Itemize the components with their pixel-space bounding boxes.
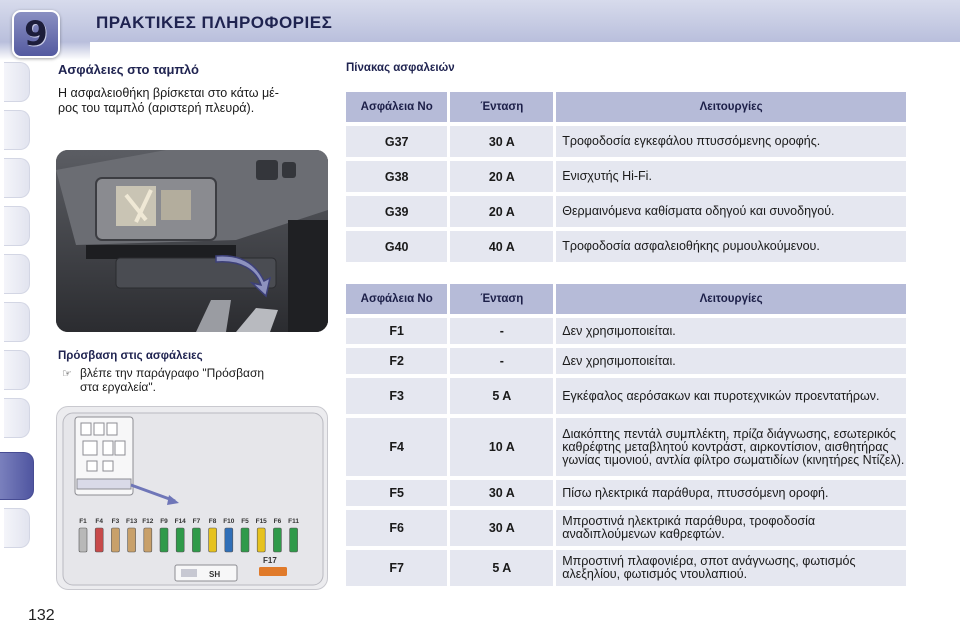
chapter-tab[interactable] [4,350,30,390]
chapter-tab[interactable] [4,398,30,438]
fuse [225,528,233,552]
function-cell: Τροφοδοσία ασφαλειοθήκης ρυμουλκούμενου. [553,231,906,262]
fuse [192,528,200,552]
fuse-label: F14 [174,518,186,525]
fuse-number-cell: F1 [346,318,447,344]
table-row [346,196,906,227]
table-row [346,418,906,476]
table-row [346,318,906,344]
fuse-label: F8 [208,518,217,525]
fusebox-diagram-svg [57,407,328,590]
fuse-label: F5 [241,518,249,525]
table-row [346,126,906,157]
fuse-number-cell: G40 [346,231,447,262]
fuse-number-cell: F5 [346,480,447,506]
function-cell: Εγκέφαλος αερόσακων και πυροτεχνικών προεντατήρων. [553,378,906,414]
page-title: ΠΡΑΚΤΙΚΕΣ ΠΛΗΡΟΦΟΡΙΕΣ [96,13,333,32]
column-header-functions: Λειτουργίες [553,284,906,314]
function-cell: Τροφοδοσία εγκεφάλου πτυσσόμενης οροφής. [553,126,906,157]
fuse-number-cell: F4 [346,418,447,476]
column-header-functions: Λειτουργίες [553,92,906,122]
fuse [241,528,249,552]
amperage-cell: 30 A [447,126,553,157]
fuse-label: F3 [111,518,120,525]
fuse-f17 [259,567,287,576]
chapter-tab-active[interactable] [0,452,34,500]
chapter-tab[interactable] [4,302,30,342]
fuse-label: F15 [255,518,267,525]
access-line: βλέπε την παράγραφο "Πρόσβαση [80,366,265,380]
fusebox-photo-illustration [56,150,328,332]
intro-line: Η ασφαλειοθήκη βρίσκεται στο κάτω μέ- [58,86,279,100]
chapter-tab[interactable] [4,254,30,294]
fuse-label: F13 [125,518,138,525]
fuse [176,528,184,552]
fuse-table-title: Πίνακας ασφαλειών [346,62,455,74]
amperage-cell: 30 A [447,510,553,546]
shunt-label: SH [209,570,221,579]
amperage-cell: 5 A [447,378,553,414]
fuse [79,528,87,552]
fuse-number-cell: F3 [346,378,447,414]
table-row [346,348,906,374]
access-title: Πρόσβαση στις ασφάλειες [58,350,203,362]
intro-line: ρος του ταμπλό (αριστερή πλευρά). [58,101,255,115]
fuse-label: F11 [288,518,300,525]
table-row [346,378,906,414]
amperage-cell: - [447,318,553,344]
fuse-number-cell: G38 [346,161,447,192]
column-header-fuse-no: Ασφάλεια Νο [346,284,447,314]
fuse-number-cell: F7 [346,550,447,586]
amperage-cell: 40 A [447,231,553,262]
intro-paragraph [58,86,330,116]
fuse-label: F9 [160,518,168,525]
chapter-tab[interactable] [4,62,30,102]
fuse-label-f17: F17 [263,556,277,565]
function-cell: Μπροστινά ηλεκτρικά παράθυρα, τροφοδοσία αναδιπλούμενων καθρεφτών. [553,510,906,546]
page-number: 132 [28,607,55,624]
fusebox-diagram [56,406,328,590]
function-cell: Μπροστινή πλαφονιέρα, σποτ ανάγνωσης, φωτισμός αλεξηλίου, φωτισμός ντουλαπιού. [553,550,906,586]
amperage-cell: - [447,348,553,374]
fuse [290,528,298,552]
fuse [273,528,281,552]
fuse-label: F10 [223,518,235,525]
fuse [111,528,119,552]
fuse-number-cell: F2 [346,348,447,374]
column-header-amperage: Ένταση [447,92,553,122]
page-header [0,0,960,60]
fuse-table-1 [346,88,906,266]
access-paragraph [80,366,328,394]
table-row [346,480,906,506]
fuse [257,528,265,552]
fuse-number-cell: G37 [346,126,447,157]
fuse-label: F4 [95,518,103,525]
function-cell: Δεν χρησιμοποιείται. [553,318,906,344]
table-row [346,161,906,192]
chapter-tab[interactable] [4,206,30,246]
amperage-cell: 10 A [447,418,553,476]
section-title: Ασφάλειες στο ταμπλό [58,62,199,77]
fuse-number-cell: G39 [346,196,447,227]
table-row [346,550,906,586]
chapter-badge [12,10,60,58]
fuse-label: F1 [79,518,87,525]
amperage-cell: 5 A [447,550,553,586]
pointer-hand-icon: ☞ [62,368,72,380]
chapter-number: 9 [24,14,48,54]
fuse [144,528,152,552]
fuse-label: F12 [142,518,154,525]
fuse-label: F7 [192,518,201,525]
function-cell: Θερμαινόμενα καθίσματα οδηγού και συνοδηγού. [553,196,906,227]
function-cell: Δεν χρησιμοποιείται. [553,348,906,374]
fuse [128,528,136,552]
chapter-tab[interactable] [4,508,30,548]
table-header-row [346,92,906,122]
amperage-cell: 20 A [447,161,553,192]
table-row [346,231,906,262]
access-line: στα εργαλεία". [80,380,156,394]
fuse-label: F6 [273,518,282,525]
chapter-tab-strip [0,62,34,582]
table-row [346,510,906,546]
chapter-tab[interactable] [4,158,30,198]
table-header-row [346,284,906,314]
fuse [160,528,168,552]
fusebox-location-photo [56,150,328,332]
column-header-amperage: Ένταση [447,284,553,314]
chapter-tab[interactable] [4,110,30,150]
fuse-number-cell: F6 [346,510,447,546]
fuse [95,528,103,552]
function-cell: Ενισχυτής Hi-Fi. [553,161,906,192]
function-cell: Διακόπτης πεντάλ συμπλέκτη, πρίζα διάγνωσης, εσωτερικός καθρέφτης μεταβλητού κοντράστ, αιρκοντίσιον, αισθητήρας γωνίας τιμονιού, αντλία φίλτρο σωματιδίων (κινητήρες Ντίζελ). [553,418,906,476]
amperage-cell: 30 A [447,480,553,506]
amperage-cell: 20 A [447,196,553,227]
column-header-fuse-no: Ασφάλεια Νο [346,92,447,122]
function-cell: Πίσω ηλεκτρικά παράθυρα, πτυσσόμενη οροφή. [553,480,906,506]
fuse-table-2 [346,280,906,590]
fuse [209,528,217,552]
